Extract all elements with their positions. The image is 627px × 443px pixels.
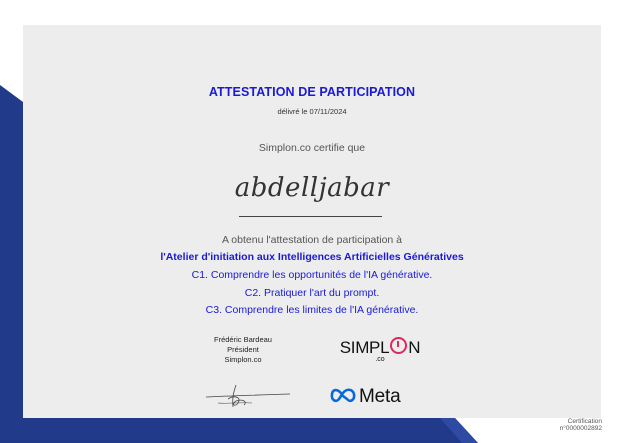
recipient-name: abdelljabar	[234, 173, 390, 203]
meta-logo	[329, 386, 401, 411]
simplon-logo: SIMPL N .co	[335, 337, 425, 363]
signatory-role: Président	[227, 345, 259, 354]
competency-1: C1. Comprendre les opportunités de l'IA générative.	[191, 269, 433, 281]
signatory-name: Frédéric Bardeau	[214, 335, 272, 344]
obtained-text: A obtenu l'attestation de participation à	[221, 234, 403, 246]
signatory-org: Simplon.co	[224, 355, 262, 364]
certificate-card	[23, 25, 601, 418]
handwritten-signature	[198, 383, 298, 413]
certify-text: Simplon.co certifie que	[258, 142, 366, 154]
meta-infinity-icon	[329, 386, 357, 406]
certification-label: Certification	[567, 418, 602, 425]
certification-number	[560, 418, 602, 432]
workshop-title: l'Atelier d'initiation aux Intelligences Artificielles Génératives	[160, 251, 464, 263]
simplon-suffix: .co	[375, 356, 385, 363]
certificate-title: ATTESTATION DE PARTICIPATION	[208, 85, 416, 99]
competency-2: C2. Pratiquer l'art du prompt.	[244, 287, 380, 299]
simplon-power-icon	[390, 337, 407, 354]
meta-wordmark: Meta	[359, 386, 401, 407]
competency-3: C3. Comprendre les limites de l'IA générative.	[205, 304, 419, 316]
navy-band-left	[0, 85, 23, 443]
certification-id: n°0000002892	[559, 425, 602, 432]
navy-band-bottom	[0, 418, 478, 443]
issued-date: délivré le 07/11/2024	[277, 107, 347, 116]
name-underline	[239, 216, 382, 217]
signatory-block	[197, 335, 289, 365]
